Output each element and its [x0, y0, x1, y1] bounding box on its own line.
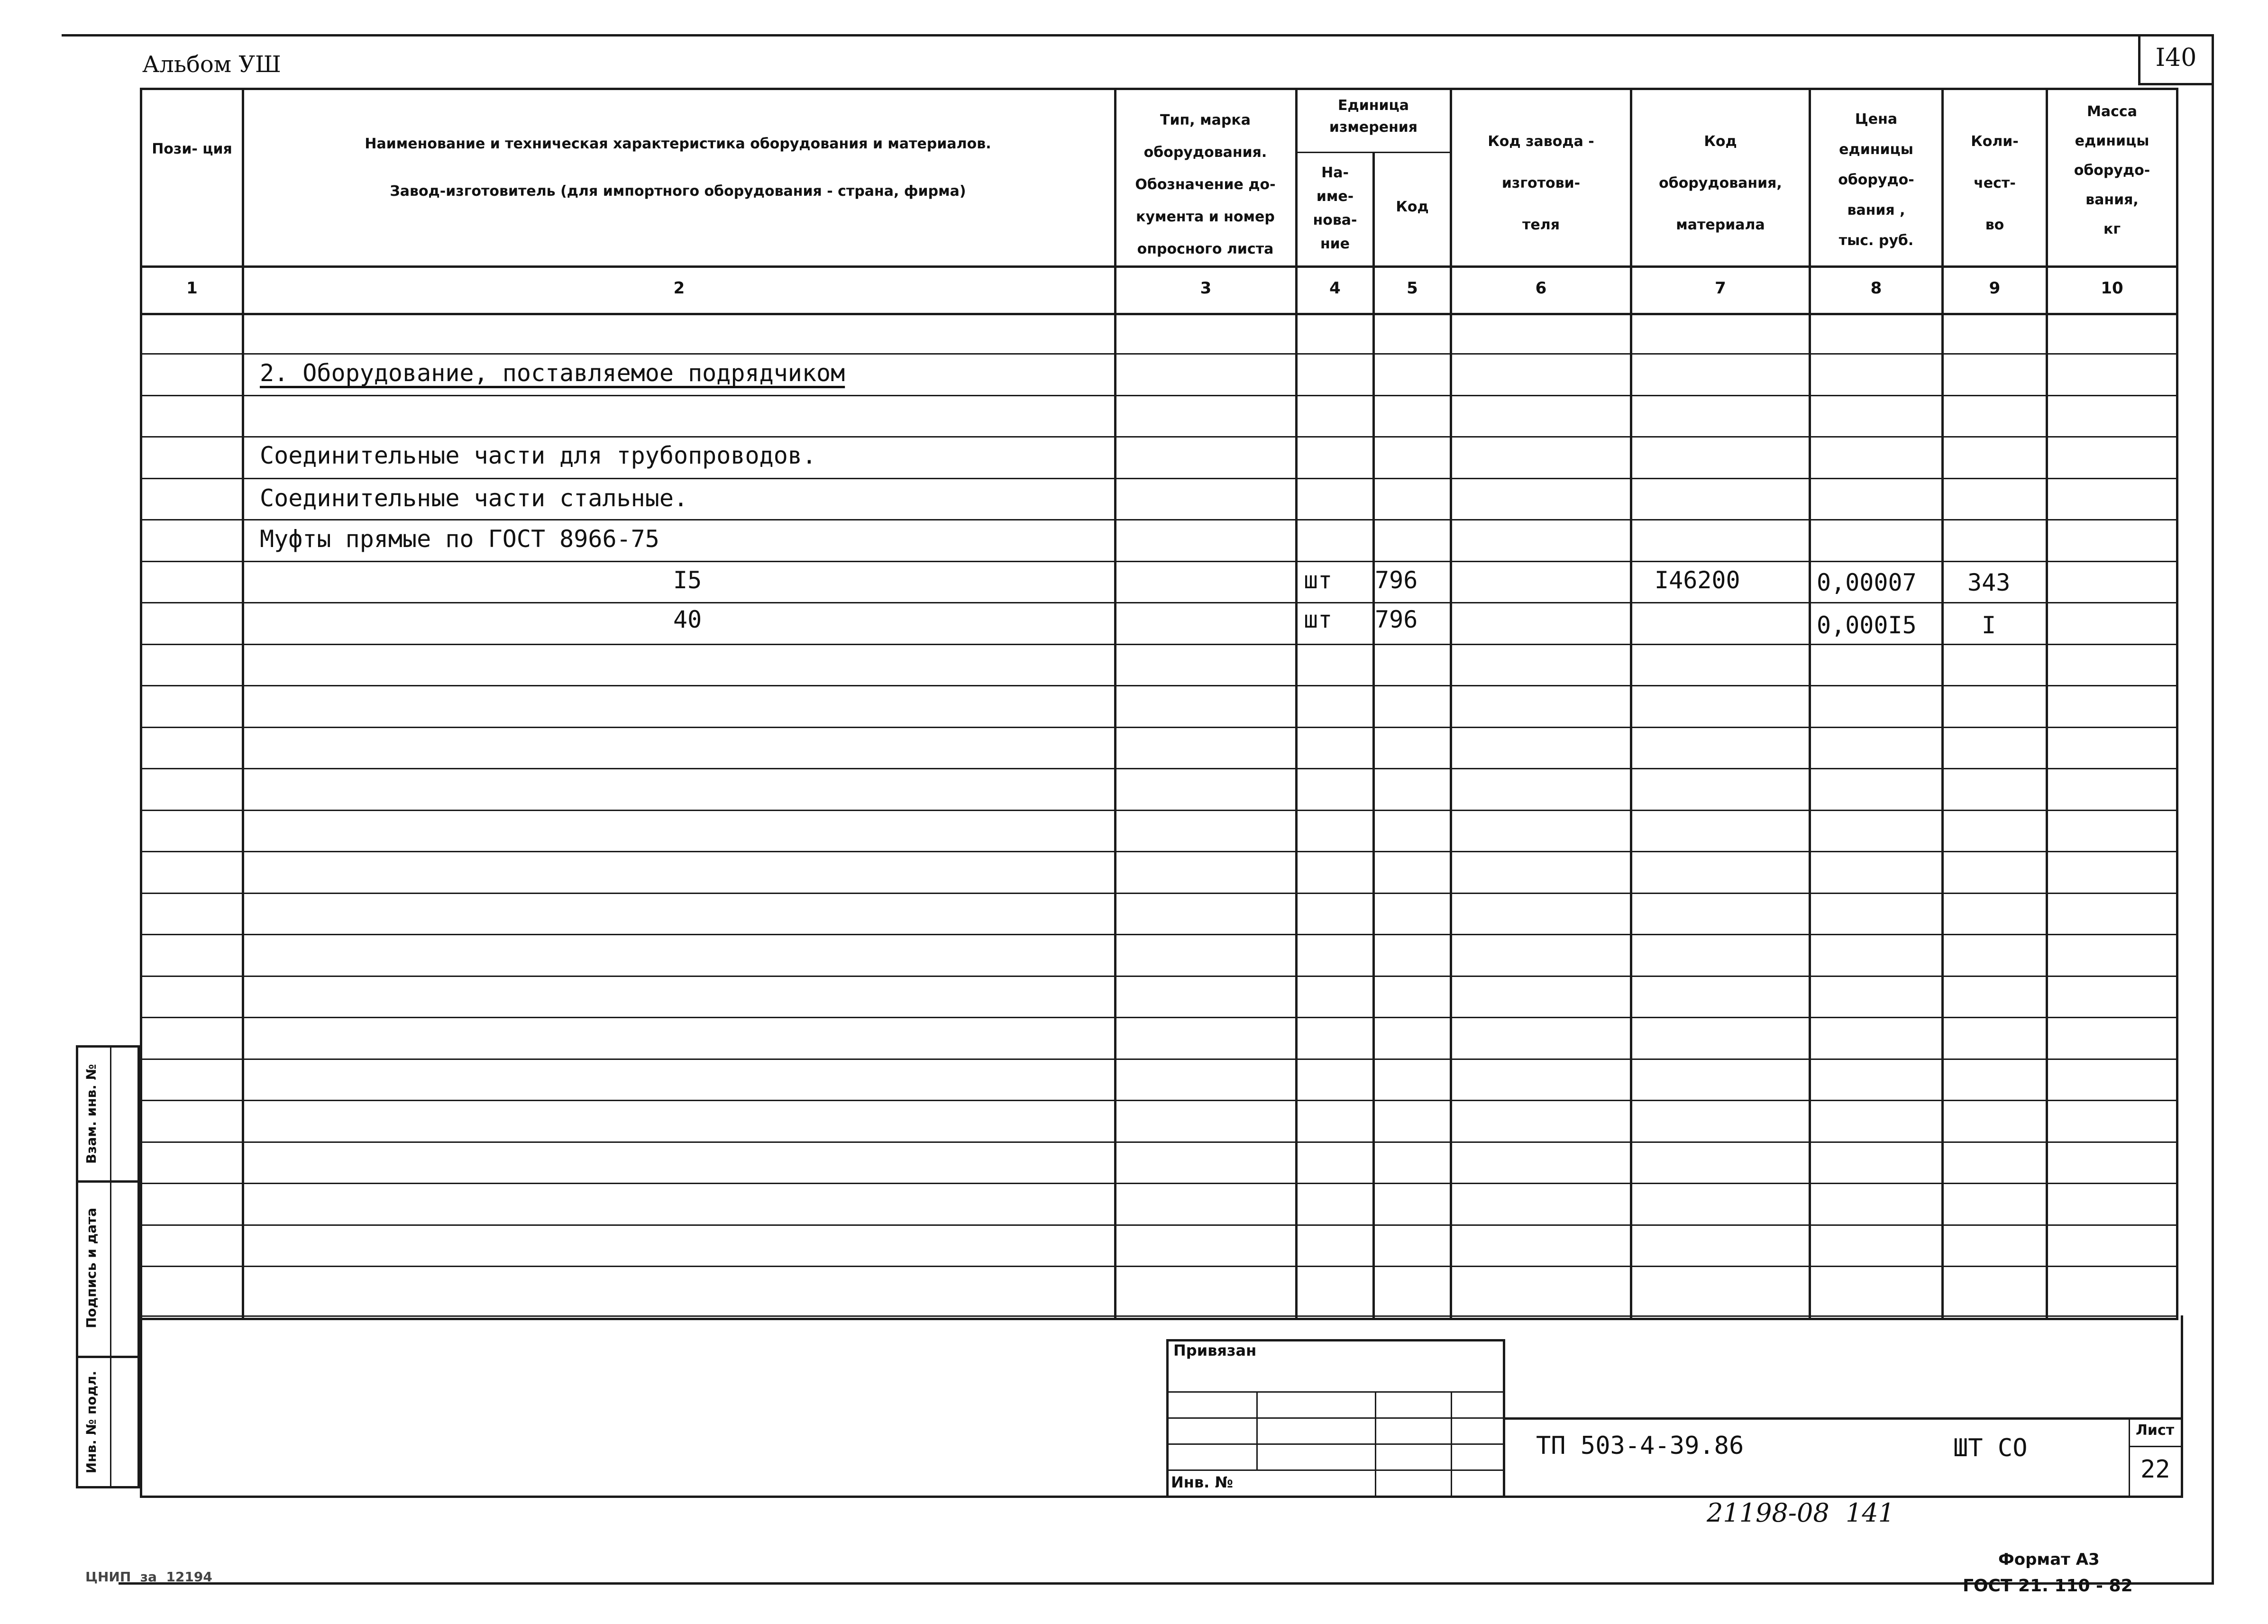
header-unit-name-l4: ние	[1320, 236, 1350, 252]
header-qty	[1944, 121, 2046, 246]
header-equip-l3: материала	[1676, 217, 1765, 233]
stamp-v-b	[1375, 1391, 1376, 1498]
stamp-v-c	[1451, 1391, 1452, 1498]
bottom-left-code: ЦНИП за 12194	[85, 1569, 212, 1585]
stamp-sheet-label: Лист	[2136, 1422, 2175, 1439]
header-price	[1811, 104, 1941, 256]
header-mass-l3: оборудо-	[2074, 162, 2150, 179]
header-type-l1: Тип, марка	[1160, 112, 1251, 128]
header-mass-l5: кг	[2103, 221, 2121, 237]
stamp-v-a	[1256, 1391, 1258, 1469]
col-line-5	[1450, 88, 1452, 1320]
colnum-5: 5	[1407, 279, 1418, 298]
stamp-line-a	[1166, 1391, 1505, 1393]
header-unit-l1: Единица	[1338, 97, 1409, 114]
stamp-doc-code: ТП 503-4-39.86	[1536, 1432, 1744, 1460]
header-qty-l3: во	[1985, 217, 2004, 233]
row-line	[140, 353, 2178, 355]
row6-qty: I	[1982, 611, 1996, 639]
colnum-8: 8	[1870, 279, 1882, 298]
header-price-l3: оборудо-	[1838, 172, 1914, 188]
side-stamp-divider	[110, 1045, 111, 1488]
row5-equip-code: I46200	[1655, 566, 1740, 594]
side-label-replacement: Взам. инв. №	[83, 1064, 99, 1164]
row-line	[140, 727, 2178, 728]
row-line	[140, 602, 2178, 603]
row-line	[140, 519, 2178, 520]
header-equip-code	[1632, 121, 1809, 246]
header-mass	[2048, 97, 2176, 244]
row-name-3: Соединительные части стальные.	[260, 484, 688, 512]
row-line	[140, 685, 2178, 686]
album-label: Альбом УШ	[142, 51, 281, 78]
stamp-title-line	[1505, 1417, 2183, 1420]
gost-label: ГОСТ 21. 110 - 82	[1963, 1576, 2133, 1596]
bottom-border	[119, 1582, 2214, 1585]
header-plant-l1: Код завода -	[1488, 133, 1594, 150]
stamp-inv-label: Инв. №	[1171, 1473, 1233, 1491]
header-unit-name	[1298, 161, 1372, 256]
row-name-2: Соединительные части для трубопроводов.	[260, 442, 816, 469]
header-unit-code: Код	[1396, 199, 1429, 215]
colnum-9: 9	[1989, 279, 2001, 298]
col-line-3	[1295, 88, 1298, 1320]
row-line	[140, 395, 2178, 396]
header-bottom-line	[140, 265, 2178, 268]
row-line	[140, 1058, 2178, 1060]
row-line	[140, 851, 2178, 852]
header-price-l2: единицы	[1839, 141, 1913, 158]
row-line	[140, 934, 2178, 935]
header-unit-name-l3: нова-	[1313, 212, 1357, 228]
top-border	[62, 34, 2214, 36]
right-border	[2212, 34, 2214, 1584]
row-line	[140, 1183, 2178, 1184]
colnum-4: 4	[1329, 279, 1341, 298]
row6-price: 0,000I5	[1817, 611, 1917, 639]
header-unit-name-l2: име-	[1316, 188, 1354, 205]
header-plant-code	[1452, 121, 1630, 246]
side-label-inventory: Инв. № подл.	[83, 1370, 99, 1474]
row5-name: I5	[673, 566, 702, 594]
header-equip-l2: оборудования,	[1659, 175, 1782, 192]
row-line	[140, 1100, 2178, 1101]
header-plant-l2: изготови-	[1501, 175, 1581, 192]
header-unit-name-l1: На-	[1321, 164, 1349, 181]
side-stamp-line-2	[76, 1356, 140, 1358]
header-type-l4: кумента и номер	[1136, 209, 1275, 225]
stamp-outer	[140, 1315, 2183, 1498]
header-qty-l1: Коли-	[1971, 133, 2019, 150]
header-unit-group	[1298, 95, 1449, 138]
header-unit-l2: измерения	[1329, 119, 1418, 136]
row5-qty: 343	[1967, 569, 2011, 596]
header-type-l2: оборудования.	[1143, 144, 1267, 161]
row-line	[140, 768, 2178, 769]
header-mass-l1: Масса	[2087, 103, 2137, 120]
row5-price: 0,00007	[1817, 569, 1917, 596]
stamp-line-b	[1166, 1417, 1505, 1419]
row-line	[140, 976, 2178, 977]
header-type-l3: Обозначение до-	[1135, 176, 1276, 193]
stamp-linked-label: Привязан	[1173, 1341, 1257, 1359]
page-corner-number: I40	[2155, 44, 2197, 72]
header-qty-l2: чест-	[1974, 175, 2016, 192]
col-line-1	[242, 88, 244, 1320]
colnum-7: 7	[1715, 279, 1726, 298]
header-mass-l2: единицы	[2075, 133, 2149, 149]
header-type-l5: опросного листа	[1137, 241, 1274, 257]
row-line	[140, 810, 2178, 811]
col-line-7	[1809, 88, 1811, 1320]
header-name-line2: Завод-изготовитель (для импортного оборудования - страна, фирма)	[390, 183, 966, 200]
col-line-9	[2046, 88, 2048, 1320]
header-position-text: Пози- ция	[152, 141, 232, 157]
page-corner-box	[2138, 34, 2212, 85]
row-line	[140, 561, 2178, 562]
col-line-2	[1114, 88, 1116, 1320]
col-line-6	[1630, 88, 1632, 1320]
row-line	[140, 478, 2178, 479]
row-name-4: Муфты прямые по ГОСТ 8966-75	[260, 525, 659, 553]
header-price-l5: тыс. руб.	[1838, 232, 1914, 249]
row-line	[140, 1017, 2178, 1018]
row-section-title: 2. Оборудование, поставляемое подрядчиком	[260, 359, 845, 387]
header-position	[142, 135, 242, 164]
unit-group-line	[1295, 152, 1450, 153]
colnum-6: 6	[1535, 279, 1547, 298]
stamp-sheet-number: 22	[2140, 1455, 2170, 1484]
header-plant-l3: теля	[1522, 217, 1560, 233]
row-line	[140, 893, 2178, 894]
format-label: Формат А3	[1998, 1550, 2100, 1569]
row-line	[140, 1266, 2178, 1267]
col-line-8	[1941, 88, 1944, 1320]
side-label-signature: Подпись и дата	[83, 1207, 99, 1329]
colnum-1: 1	[186, 279, 198, 298]
main-table-frame	[140, 88, 2178, 1320]
header-equip-l1: Код	[1704, 133, 1737, 150]
row6-unit-code: 796	[1375, 606, 1418, 633]
stamp-doc-suffix: ШТ СО	[1953, 1434, 2028, 1462]
row-line	[140, 1224, 2178, 1226]
row-line	[140, 436, 2178, 438]
row-line	[140, 644, 2178, 645]
header-mass-l4: вания,	[2085, 192, 2139, 208]
numbers-bottom-line	[140, 313, 2178, 315]
colnum-3: 3	[1200, 279, 1212, 298]
stamp-line-c	[1166, 1443, 1505, 1445]
col-line-4	[1372, 152, 1375, 1320]
header-name-line1: Наименование и техническая характеристика оборудования и материалов.	[365, 136, 991, 152]
stamp-sheet-line	[2129, 1446, 2183, 1447]
colnum-2: 2	[673, 279, 685, 298]
row5-unit: шт	[1304, 566, 1333, 594]
stamp-line-d	[1166, 1469, 1505, 1471]
header-price-l1: Цена	[1855, 111, 1898, 128]
row6-unit: шт	[1304, 606, 1333, 633]
colnum-10: 10	[2101, 279, 2123, 298]
header-type	[1116, 104, 1294, 265]
header-price-l4: вания ,	[1847, 202, 1905, 219]
stamp-sheet-divider	[2129, 1417, 2130, 1498]
row6-name: 40	[673, 606, 702, 633]
row5-unit-code: 796	[1375, 566, 1418, 594]
row-line	[140, 1141, 2178, 1143]
handwritten-number: 21198-08 141	[1707, 1498, 1895, 1528]
